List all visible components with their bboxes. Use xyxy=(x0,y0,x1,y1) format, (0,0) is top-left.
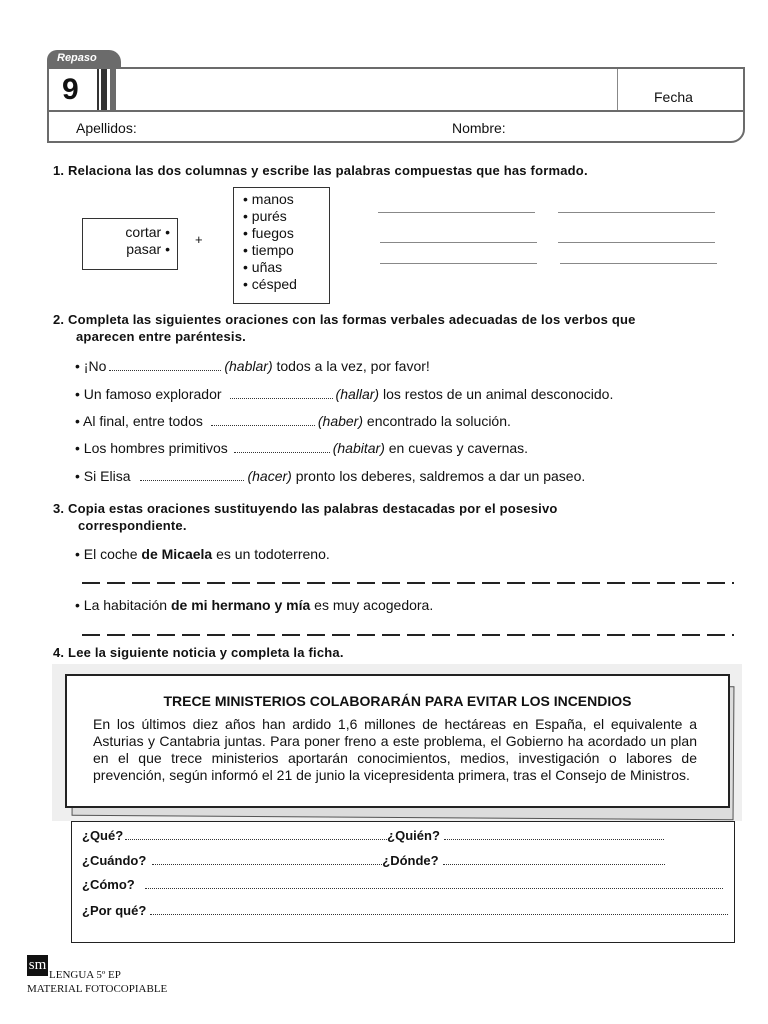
q3-answer-line-2[interactable] xyxy=(82,634,734,636)
header-divider xyxy=(48,110,743,112)
date-label: Fecha xyxy=(654,89,693,105)
q4-prompt: 4. Lee la siguiente noticia y completa la ficha. xyxy=(53,645,344,660)
q2-prompt-line1: 2. Completa las siguientes oraciones con las formas verbales adecuadas de los verbos que xyxy=(53,312,636,327)
q1-prompt: 1. Relaciona las dos columnas y escribe las palabras compuestas que has formado. xyxy=(53,163,588,178)
answer-line[interactable] xyxy=(560,263,717,264)
left-word: cortar • xyxy=(125,224,170,240)
answer-line[interactable] xyxy=(380,263,537,264)
publisher-logo xyxy=(27,955,48,976)
right-word: • uñas xyxy=(243,259,283,275)
q3-answer-line-1[interactable] xyxy=(82,582,734,584)
ficha-row-3: ¿Cómo? xyxy=(82,877,723,892)
q2-prompt-line2: aparecen entre paréntesis. xyxy=(76,329,246,344)
footer-subject: LENGUA 5º EP xyxy=(49,969,121,981)
porque-field[interactable] xyxy=(150,913,728,915)
left-word: pasar • xyxy=(126,241,170,257)
q2-item-5: • Si Elisa (hacer) pronto los deberes, saldremos a dar un paseo. xyxy=(75,468,586,484)
q3-item-2: • La habitación de mi hermano y mía es muy acogedora. xyxy=(75,597,434,613)
verb-blank[interactable] xyxy=(234,451,330,453)
q2-item-3: • Al final, entre todos (haber) encontrado la solución. xyxy=(75,413,511,429)
unit-number: 9 xyxy=(62,73,79,106)
right-words-list xyxy=(243,191,297,293)
verb-blank[interactable] xyxy=(140,479,244,481)
right-word: • purés xyxy=(243,208,287,224)
repaso-tab-label: Repaso xyxy=(57,52,97,64)
answer-line[interactable] xyxy=(558,242,715,243)
plus-sign: + xyxy=(195,232,203,247)
publisher-logo-text: sm xyxy=(28,957,47,973)
q2-item-1: • ¡No (hablar) todos a la vez, por favor! xyxy=(75,358,430,374)
verb-blank[interactable] xyxy=(211,424,315,426)
q2-item-2: • Un famoso explorador (hallar) los restos de un animal desconocido. xyxy=(75,386,614,402)
donde-field[interactable] xyxy=(443,863,665,865)
right-word: • césped xyxy=(243,276,297,292)
date-divider xyxy=(617,69,618,110)
answer-line[interactable] xyxy=(558,212,715,213)
footer-material: MATERIAL FOTOCOPIABLE xyxy=(27,983,168,995)
que-field[interactable] xyxy=(125,838,387,840)
right-word: • manos xyxy=(243,191,294,207)
cuando-field[interactable] xyxy=(152,863,382,865)
left-words-list xyxy=(90,224,170,258)
ficha-row-2: ¿Cuándo? ¿Dónde? xyxy=(82,853,665,868)
q3-prompt-line1: 3. Copia estas oraciones sustituyendo las palabras destacadas por el posesivo xyxy=(53,501,558,516)
news-body: En los últimos diez años han ardido 1,6 millones de hectáreas en España, el equivalente a Asturias y Cantabria juntas. Para poner freno a este problema, el Gobierno ha acordado un plan en el que trece ministerios aportarán conocimientos, medios, investigación o labores de prevención, según informó el 21 de junio la vicepresidenta primera, tras el Consejo de Ministros. xyxy=(93,716,697,783)
verb-blank[interactable] xyxy=(230,397,333,399)
ficha-row-4: ¿Por qué? xyxy=(82,903,728,918)
news-title: TRECE MINISTERIOS COLABORARÁN PARA EVITAR LOS INCENDIOS xyxy=(163,693,632,709)
como-field[interactable] xyxy=(145,887,723,889)
number-bar xyxy=(101,69,107,110)
number-bar-2 xyxy=(110,69,116,110)
q2-item-4: • Los hombres primitivos (habitar) en cuevas y cavernas. xyxy=(75,440,529,456)
answer-line[interactable] xyxy=(378,212,535,213)
right-word: • fuegos xyxy=(243,225,294,241)
q3-item-1: • El coche de Micaela es un todoterreno. xyxy=(75,546,330,562)
verb-blank[interactable] xyxy=(109,369,221,371)
name-label: Nombre: xyxy=(452,120,506,136)
surname-label: Apellidos: xyxy=(76,120,137,136)
q3-prompt-line2: correspondiente. xyxy=(78,518,187,533)
quien-field[interactable] xyxy=(444,838,664,840)
ficha-row-1: ¿Qué? ¿Quién? xyxy=(82,828,664,843)
answer-line[interactable] xyxy=(380,242,537,243)
right-word: • tiempo xyxy=(243,242,294,258)
header-box xyxy=(47,67,745,143)
